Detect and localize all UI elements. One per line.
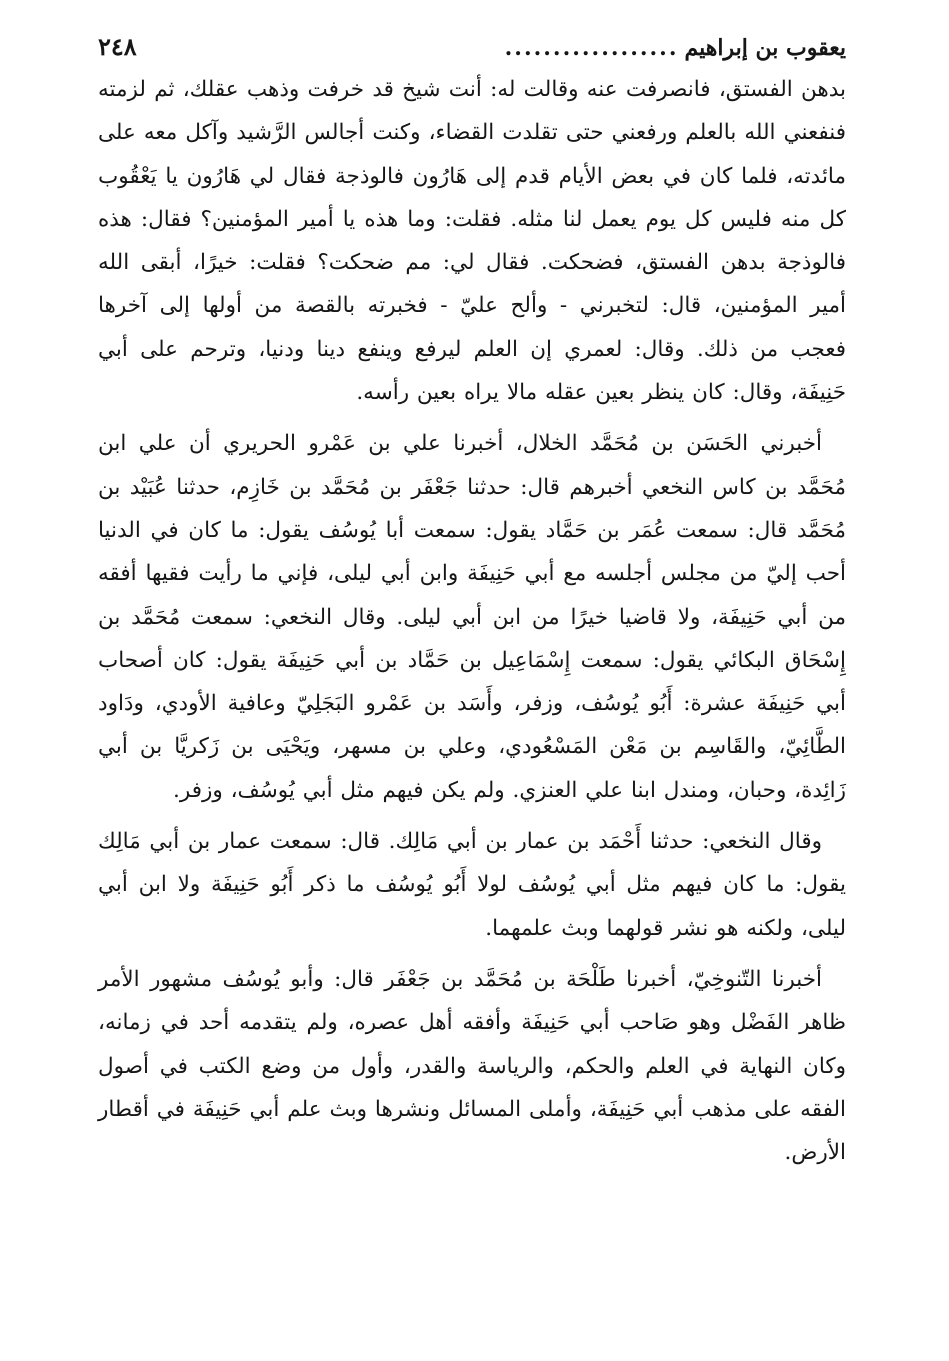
paragraph-3: وقال النخعي: حدثنا أَحْمَد بن عمار بن أبي مَالِك. قال: سمعت عمار بن أبي مَالِك يقول: ما كان فيهم مثل أبي يُوسُف لولا أَبُو يُوسُف ما ذكر أَبُو حَنِيفَة ولا ابن أبي ليلى، ولكنه هو نشر قولهما وبث علمهما.: [98, 829, 846, 941]
chapter-title: يعقوب بن إبراهيم: [684, 35, 846, 61]
paragraph-2: أخبرني الحَسَن بن مُحَمَّد الخلال، أخبرنا علي بن عَمْرو الحريري أن علي ابن مُحَمَّد بن كاس النخعي أخبرهم قال: حدثنا جَعْفَر بن مُحَمَّد بن خَازِم، حدثنا عُبَيْد بن مُحَمَّد قال: سمعت عُمَر بن حَمَّاد يقول: سمعت أبا يُوسُف يقول: ما كان في الدنيا أحب إليّ من مجلس أجلسه مع أبي حَنِيفَة وابن أبي ليلى، فإني ما رأيت فقيها أفقه من أبي حَنِيفَة، ولا قاضيا خيرًا من ابن أبي ليلى. وقال النخعي: سمعت مُحَمَّد بن إِسْحَاق البكائي يقول: سمعت إِسْمَاعِيل بن حَمَّاد بن أبي حَنِيفَة يقول: كان أصحاب أبي حَنِيفَة عشرة: أَبُو يُوسُف، وزفر، وأَسَد بن عَمْرو البَجَلِيّ وعافية الأودي، ودَاود الطَّائِيّ، والقَاسِم بن مَعْن المَسْعُودي، وعلي بن مسهر، ويَحْيَى بن زَكريَّا بن أبي زَائِدة، وحبان، ومندل ابنا علي العنزي. ولم يكن فيهم مثل أبي يُوسُف، وزفر.: [98, 431, 846, 803]
leader-dots: ..................: [504, 35, 679, 61]
running-header: [98, 30, 846, 68]
running-header-title-group: [505, 31, 846, 65]
book-page: [98, 30, 846, 1174]
page-number: ٢٤٨: [98, 32, 137, 61]
body-text: [98, 68, 846, 1174]
paragraph-1: بدهن الفستق، فانصرفت عنه وقالت له: أنت شيخ قد خرفت وذهب عقلك، ثم لزمته فنفعني الله بالعلم ورفعني حتى تقلدت القضاء، وكنت أجالس الرَّشيد وآكل معه على مائدته، فلما كان في بعض الأيام قدم إلى هَارُون فالوذجة فقال لي هَارُون يا يَعْقُوب كل منه فليس كل يوم يعمل لنا مثله. فقلت: وما هذه يا أمير المؤمنين؟ فقال: هذه فالوذجة بدهن الفستق، فضحكت. فقال لي: مم ضحكت؟ فقلت: خيرًا، أبقى الله أمير المؤمنين، قال: لتخبرني - وألح عليّ - فخبرته بالقصة من أولها إلى آخرها فعجب من ذلك. وقال: لعمري إن العلم ليرفع وينفع دينا ودنيا، وترحم على أبي حَنِيفَة، وقال: كان ينظر بعين عقله مالا يراه بعين رأسه.: [98, 77, 846, 406]
paragraph-4: أخبرنا التّنوخِيّ، أخبرنا طَلْحَة بن مُحَمَّد بن جَعْفَر قال: وأبو يُوسُف مشهور الأمر ظاهر الفَضْل وهو صَاحب أبي حَنِيفَة وأفقه أهل عصره، ولم يتقدمه أحد في زمانه، وكان النهاية في العلم والحكم، والرياسة والقدر، وأول من وضع الكتب في أصول الفقه على مذهب أبي حَنِيفَة، وأملى المسائل ونشرها وبث علم أبي حَنِيفَة في أقطار الأرض.: [98, 966, 846, 1166]
